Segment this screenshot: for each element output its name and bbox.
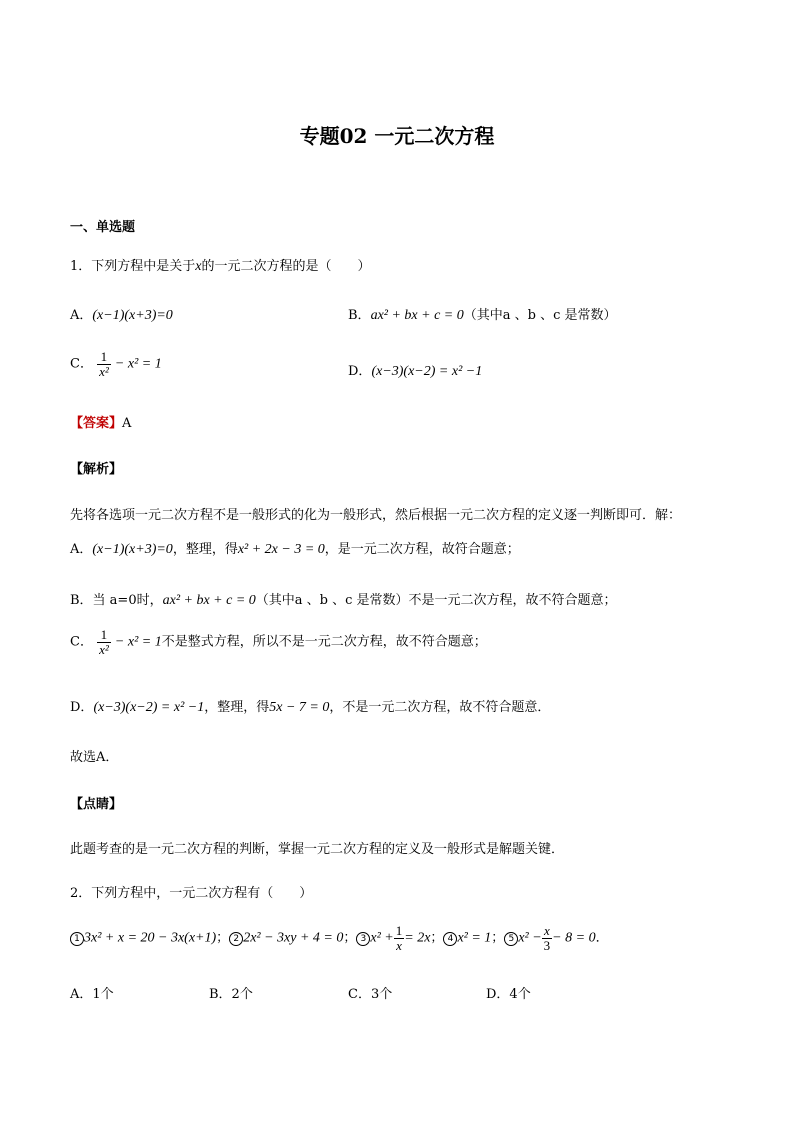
- analysis-math: x² + 2x − 3 = 0: [237, 542, 325, 557]
- comment-tag: 【点睛】: [70, 797, 123, 812]
- equation-5-part: − 8 = 0: [552, 930, 596, 946]
- option-fraction: [97, 350, 111, 378]
- analysis-text: 不是整式方程，所以不是一元二次方程，故不符合题意；: [161, 634, 487, 650]
- analysis-label: C．: [70, 634, 93, 650]
- fraction-numerator: 1: [97, 628, 111, 643]
- option-math: (x−3)(x−2) = x² −1: [371, 364, 483, 379]
- analysis-fraction: [97, 628, 111, 656]
- analysis-text: ，整理，得: [204, 700, 270, 715]
- equation-3-part: = 2x: [404, 930, 431, 946]
- fraction-numerator: x: [542, 924, 553, 939]
- circled-number: 4: [443, 932, 457, 946]
- q2-option-b: B．2个: [209, 987, 253, 1002]
- q2-equations: [70, 924, 609, 952]
- section-heading: 一、单选题: [70, 220, 136, 235]
- comment-text: 此题考查的是一元二次方程的判断，掌握一元二次方程的定义及一般形式是解题关键．: [70, 842, 565, 857]
- fraction-numerator: 1: [97, 350, 111, 365]
- analysis-math: (x−1)(x+3)=0: [92, 542, 173, 557]
- equation-3-fraction: [394, 924, 405, 952]
- analysis-label: D．: [70, 700, 94, 715]
- equation-4: x² = 1: [457, 930, 492, 946]
- fraction-denominator: x²: [99, 641, 109, 657]
- analysis-tag: 【解析】: [70, 462, 123, 477]
- analysis-a: [70, 538, 520, 558]
- fraction-denominator: x²: [99, 363, 109, 379]
- circled-number: 2: [229, 932, 243, 946]
- option-label: D．: [348, 364, 372, 379]
- q1-stem-text: 1．下列方程中是关于: [70, 259, 196, 274]
- analysis-math: − x² = 1: [114, 634, 162, 650]
- analysis-c: [70, 628, 487, 656]
- analysis-math: 5x − 7 = 0: [269, 700, 330, 715]
- fraction-denominator: x: [396, 937, 402, 953]
- answer-tag: 【答案】: [70, 416, 123, 431]
- q1-stem-text-end: 的一元二次方程的是（ ）: [201, 259, 371, 274]
- equation-5-fraction: [542, 924, 553, 952]
- q2-option-c: C．3个: [348, 987, 393, 1002]
- equation-1: 3x² + x = 20 − 3x(x+1): [84, 930, 217, 946]
- q1-stem-variable: x: [195, 259, 202, 274]
- separator: ；: [430, 930, 444, 946]
- q1-option-b: [348, 304, 617, 324]
- analysis-text: ，是一元二次方程，故符合题意；: [324, 542, 520, 557]
- analysis-b: [70, 589, 617, 609]
- conclusion: 故选A．: [70, 750, 119, 765]
- question-2-stem: 2．下列方程中，一元二次方程有（ ）: [70, 886, 313, 901]
- circled-number: 3: [356, 932, 370, 946]
- fraction-denominator: 3: [543, 937, 551, 953]
- question-1-stem: [70, 255, 371, 275]
- q2-option-a: A．1个: [70, 987, 114, 1002]
- q1-option-a: [70, 304, 173, 324]
- q1-option-c: [70, 350, 162, 378]
- analysis-text: ，不是一元二次方程，故不符合题意．: [329, 700, 551, 715]
- analysis-label: A．: [70, 542, 93, 557]
- q1-option-d: [348, 360, 482, 380]
- option-math: (x−1)(x+3)=0: [92, 308, 173, 323]
- option-math: ax² + bx + c = 0: [370, 308, 464, 323]
- answer-line: [70, 412, 131, 431]
- separator: ；: [343, 930, 357, 946]
- fraction-numerator: 1: [395, 923, 403, 938]
- analysis-math: (x−3)(x−2) = x² −1: [93, 700, 205, 715]
- option-label: C．: [70, 356, 93, 372]
- separator: ；: [216, 930, 230, 946]
- equation-3-part: x² +: [370, 930, 394, 946]
- analysis-d: [70, 696, 550, 716]
- equation-2: 2x² − 3xy + 4 = 0: [243, 930, 344, 946]
- option-label: B．: [348, 308, 371, 323]
- page-title: 专题02 一元二次方程: [299, 124, 495, 148]
- answer-value: A: [122, 416, 132, 431]
- option-label: A．: [70, 308, 93, 323]
- option-math: − x² = 1: [114, 356, 162, 372]
- option-note: （其中a 、b 、c 是常数）: [463, 308, 617, 323]
- circled-number: 1: [70, 932, 84, 946]
- analysis-text: B．当 a=0时，: [70, 593, 163, 608]
- separator: ．: [595, 930, 609, 946]
- analysis-text: （其中a 、b 、c 是常数）不是一元二次方程，故不符合题意；: [255, 593, 617, 608]
- analysis-text: ，整理，得: [172, 542, 238, 557]
- q2-option-d: D．4个: [486, 987, 531, 1002]
- equation-5-part: x² −: [518, 930, 542, 946]
- separator: ；: [491, 930, 505, 946]
- analysis-math: ax² + bx + c = 0: [162, 593, 256, 608]
- circled-number: 5: [504, 932, 518, 946]
- analysis-intro: 先将各选项一元二次方程不是一般形式的化为一般形式，然后根据一元二次方程的定义逐一判断即可．解：: [70, 508, 682, 523]
